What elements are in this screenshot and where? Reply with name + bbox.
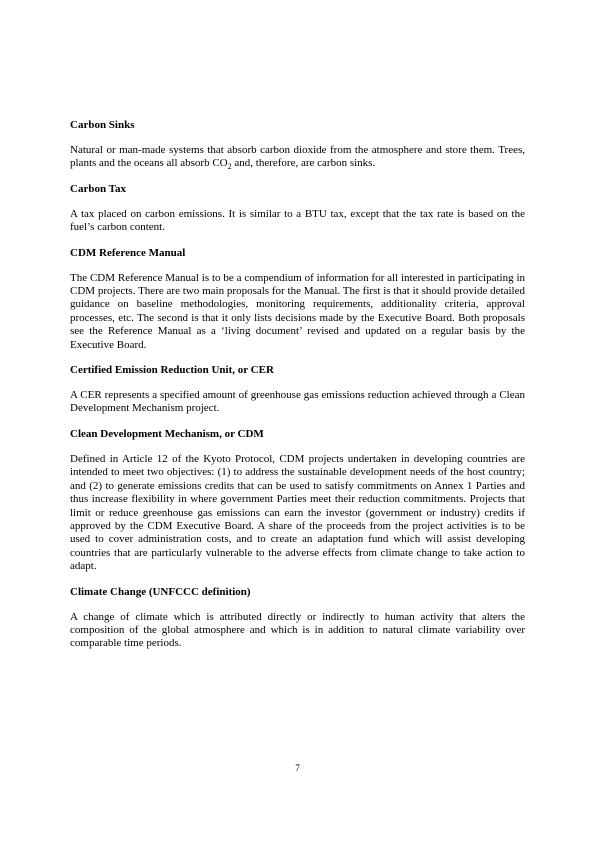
glossary-entry-carbon-sinks xyxy=(70,119,525,171)
glossary-term: Carbon Tax xyxy=(70,182,126,195)
glossary-entry-cer xyxy=(70,364,525,416)
glossary-entry-cdm xyxy=(70,428,525,574)
glossary-definition: The CDM Reference Manual is to be a compendium of information for all interested in participating in CDM projects. There are two main proposals for the Manual. The first is that it should provide detailed guidance on baseline methodologies, monitoring requirements, additionality criteria, approval processes, etc. The second is that it only lists decisions made by the Executive Board. Both proposals see the Reference Manual as a ‘living document’ revised and updated on a regular basis by the Executive Board. xyxy=(70,271,525,351)
glossary-term: Certified Emission Reduction Unit, or CER xyxy=(70,364,274,377)
glossary-entry-carbon-tax xyxy=(70,183,525,235)
glossary-term: Climate Change (UNFCCC definition) xyxy=(70,585,251,598)
subscript-text: 2 xyxy=(227,162,232,172)
glossary-definition: A change of climate which is attributed directly or indirectly to human activity that alters the composition of the global atmosphere and which is in addition to natural climate variability over comparable time periods. xyxy=(70,610,525,650)
glossary-term: Clean Development Mechanism, or CDM xyxy=(70,427,264,440)
definition-text: and, therefore, are carbon sinks. xyxy=(231,157,376,170)
glossary-entry-climate-change xyxy=(70,586,525,651)
glossary-definition: A tax placed on carbon emissions. It is similar to a BTU tax, except that the tax rate is based on the fuel’s carbon content. xyxy=(70,207,525,234)
glossary-definition: Defined in Article 12 of the Kyoto Protocol, CDM projects undertaken in developing countries are intended to meet two objectives: (1) to address the sustainable development needs of the host country; and (2) to generate emissions credits that can be used to satisfy commitments on Annex 1 Parties and thus increase flexibility in where government Parties meet their reduction commitments. Projects that limit or reduce greenhouse gas emissions can earn the investor (government or industry) credits if approved by the CDM Executive Board. A share of the proceeds from the project activities is to be used to cover administration costs, and to create an adaptation fund which will assist developing countries that are particularly vulnerable to the adverse effects from climate change to take action to adapt. xyxy=(70,452,525,573)
glossary-entry-cdm-reference-manual xyxy=(70,247,525,352)
definition-text: Natural or man-made systems that absorb carbon dioxide from the atmosphere and store them. Trees, plants and the oceans all absorb CO xyxy=(70,144,525,170)
glossary-content xyxy=(70,119,525,663)
glossary-definition xyxy=(70,144,525,171)
glossary-term: CDM Reference Manual xyxy=(70,246,186,259)
glossary-term: Carbon Sinks xyxy=(70,119,135,131)
glossary-definition: A CER represents a specified amount of greenhouse gas emissions reduction achieved through a Clean Development Mechanism project. xyxy=(70,389,525,415)
page-number: 7 xyxy=(295,763,300,773)
